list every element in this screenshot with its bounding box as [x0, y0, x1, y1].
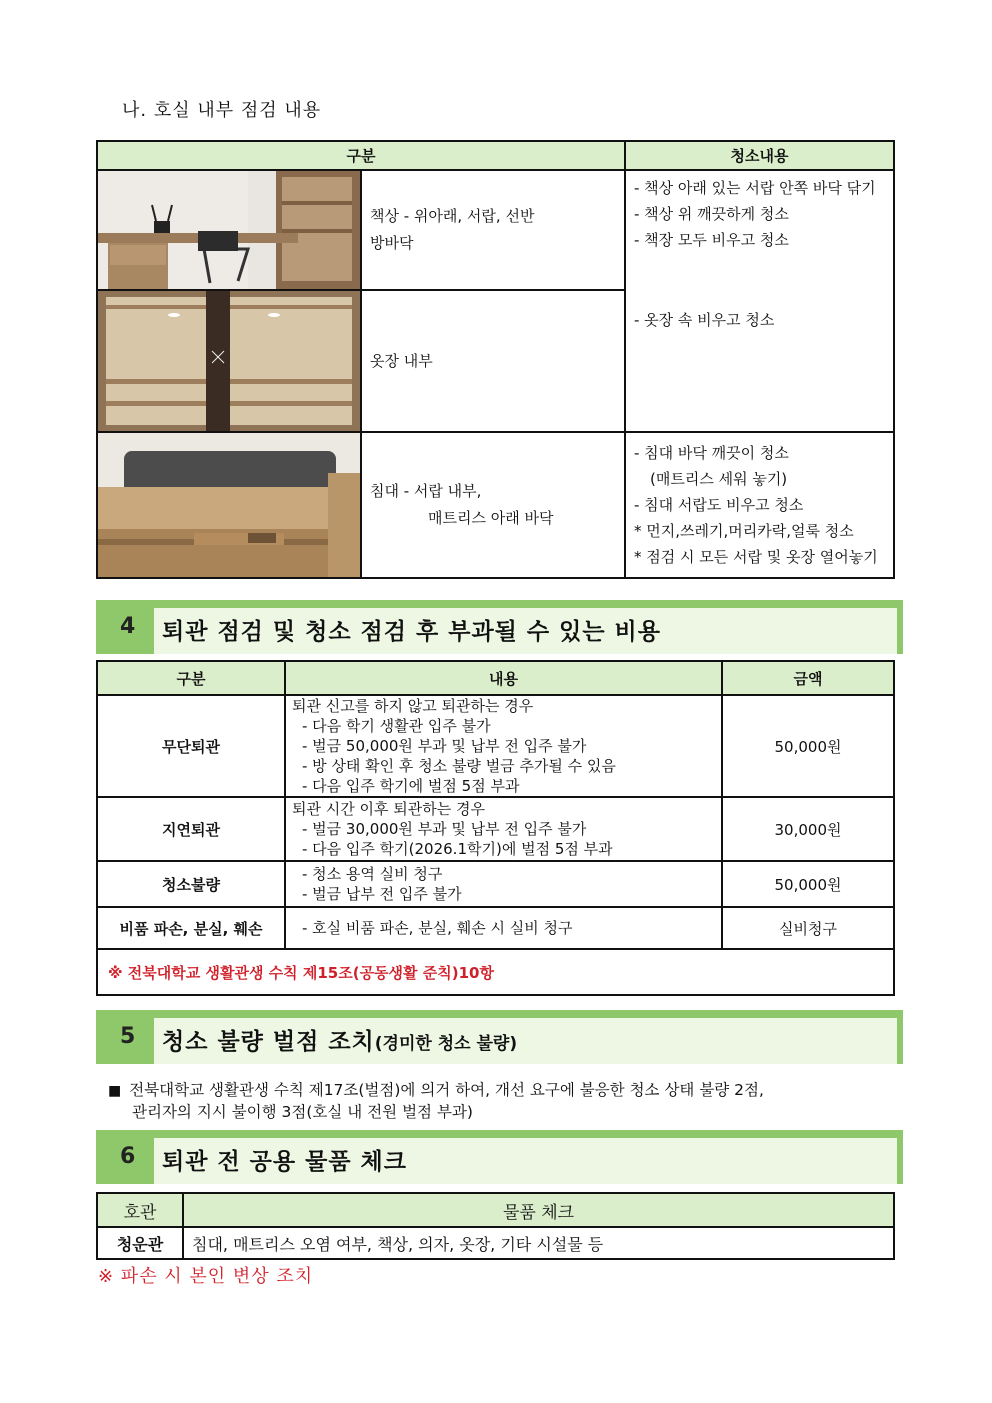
section-title: 퇴관 전 공용 물품 체크	[162, 1149, 407, 1175]
bed-item-line1: 침대 - 서랍 내부,	[370, 482, 482, 500]
section-number: 5	[120, 1024, 136, 1049]
cost-category: 지연퇴관	[97, 797, 285, 861]
section-number: 6	[120, 1144, 136, 1169]
cost-category: 비품 파손, 분실, 훼손	[97, 907, 285, 949]
cleaning-line: * 먼지,쓰레기,머리카락,얼룩 청소	[634, 522, 854, 540]
bed-photo	[97, 432, 361, 578]
bed-item-line2: 매트리스 아래 바닥	[428, 509, 554, 527]
desc-line: - 벌금 납부 전 입주 불가	[302, 885, 462, 903]
wardrobe-item-line1: 옷장 내부	[370, 351, 433, 370]
desc-line: 퇴관 신고를 하지 않고 퇴관하는 경우	[292, 697, 534, 715]
cleaning-line: - 침대 서랍도 비우고 청소	[634, 496, 804, 514]
section-title	[162, 1023, 517, 1056]
desc-line: - 방 상태 확인 후 청소 불량 벌금 추가될 수 있음	[302, 757, 616, 775]
cost-table	[96, 660, 895, 996]
cleaning-line: - 책상 위 깨끗하게 청소	[634, 205, 789, 223]
cleaning-line: (매트리스 세워 놓기)	[650, 470, 788, 488]
cleaning-group-1	[625, 170, 894, 432]
desk-item-line2: 방바닥	[370, 234, 414, 252]
header-category: 구분	[97, 661, 285, 695]
hall-name: 청운관	[97, 1227, 183, 1259]
cleaning-line: - 책상 아래 있는 서랍 안쪽 바닥 닦기	[634, 179, 876, 197]
header-hall: 호관	[97, 1193, 183, 1227]
bullet-square-icon: ■	[108, 1083, 122, 1099]
room-inspection-table	[96, 140, 895, 579]
desc-line: - 벌금 50,000원 부과 및 납부 전 입주 불가	[302, 737, 587, 755]
damage-note: ※ 파손 시 본인 변상 조치	[98, 1266, 314, 1287]
cost-amount: 50,000원	[722, 695, 894, 797]
bed-item-cell	[361, 432, 625, 578]
cost-amount: 30,000원	[722, 797, 894, 861]
cleaning-group-2	[625, 432, 894, 578]
section-6-banner	[96, 1130, 903, 1184]
cost-description	[285, 907, 722, 949]
cleaning-line: * 점검 시 모든 서랍 및 옷장 열어놓기	[634, 548, 878, 566]
desc-line: - 다음 입주 학기에 벌점 5점 부과	[302, 777, 520, 795]
cleaning-line: - 침대 바닥 깨끗이 청소	[634, 444, 789, 462]
paragraph-line2: 관리자의 지시 불이행 3점(호실 내 전원 벌점 부과)	[132, 1103, 473, 1121]
cost-description	[285, 861, 722, 907]
cleaning-line: - 책장 모두 비우고 청소	[634, 231, 789, 249]
section-title-main: 청소 불량 벌점 조치	[162, 1029, 375, 1055]
cost-description	[285, 797, 722, 861]
desc-line: - 다음 학기 생활관 입주 불가	[302, 717, 491, 735]
cost-amount: 50,000원	[722, 861, 894, 907]
penalty-paragraph	[108, 1080, 908, 1123]
desk-item-line1: 책상 - 위아래, 서랍, 선반	[370, 207, 535, 225]
check-items: 침대, 매트리스 오염 여부, 책상, 의자, 옷장, 기타 시설물 등	[183, 1227, 894, 1259]
wardrobe-photo	[97, 290, 361, 432]
section-title-suffix: (경미한 청소 불량)	[374, 1034, 518, 1054]
desc-line: - 벌금 30,000원 부과 및 납부 전 입주 불가	[302, 820, 587, 838]
desc-line: - 청소 용역 실비 청구	[302, 865, 443, 883]
header-category: 구분	[97, 141, 625, 170]
item-check-table	[96, 1192, 895, 1260]
desk-item-cell	[361, 170, 625, 290]
section-4-banner	[96, 600, 903, 654]
section-title: 퇴관 점검 및 청소 점검 후 부과될 수 있는 비용	[162, 619, 661, 645]
cost-category: 무단퇴관	[97, 695, 285, 797]
rule-reference-note: ※ 전북대학교 생활관생 수칙 제15조(공동생활 준칙)10항	[97, 949, 894, 995]
cost-description	[285, 695, 722, 797]
header-check: 물품 체크	[183, 1193, 894, 1227]
header-content: 내용	[285, 661, 722, 695]
header-amount: 금액	[722, 661, 894, 695]
wardrobe-item-cell	[361, 290, 625, 432]
desc-line: - 호실 비품 파손, 분실, 훼손 시 실비 청구	[302, 919, 573, 937]
desc-line: - 다음 입주 학기(2026.1학기)에 벌점 5점 부과	[302, 840, 613, 858]
cost-category: 청소불량	[97, 861, 285, 907]
cost-amount: 실비청구	[722, 907, 894, 949]
section-heading: 나. 호실 내부 점검 내용	[122, 100, 322, 121]
cleaning-line: - 옷장 속 비우고 청소	[634, 311, 775, 329]
desk-photo	[97, 170, 361, 290]
paragraph-line1: 전북대학교 생활관생 수칙 제17조(벌점)에 의거 하여, 개선 요구에 불응한 청소 상태 불량 2점,	[129, 1081, 764, 1099]
section-5-banner	[96, 1010, 903, 1064]
desc-line: 퇴관 시간 이후 퇴관하는 경우	[292, 800, 485, 818]
section-number: 4	[120, 614, 136, 639]
header-cleaning: 청소내용	[625, 141, 894, 170]
